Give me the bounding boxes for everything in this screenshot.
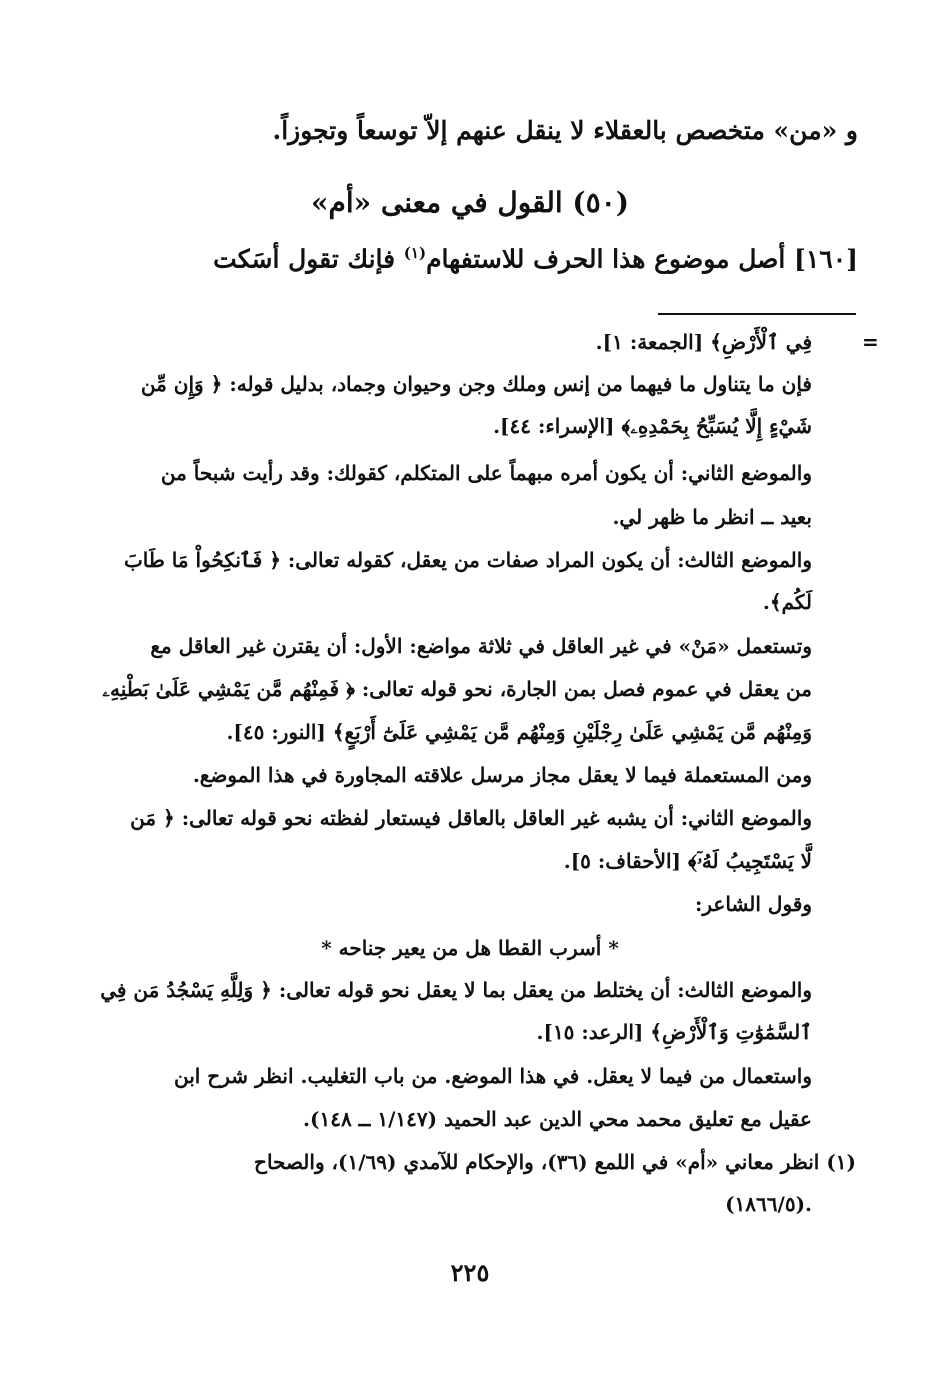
footnote-line: والموضع الثاني: أن يشبه غير العاقل بالعاقل فيستعار لفظته نحو قوله تعالى: ﴿ مَن (130, 806, 812, 830)
footnote-line: وقول الشاعر: (695, 892, 812, 916)
poetry-verse: * أسرب القطا هل من يعير جناحه * (321, 936, 619, 960)
page-number: ٢٢٥ (450, 1258, 490, 1287)
footnote-line: وتستعمل «مَنْ» في غير العاقل في ثلاثة مواضع: الأول: أن يقترن غير العاقل مع (150, 634, 812, 658)
footnote-line: من يعقل في عموم فصل بمن الجارة، نحو قوله تعالى: ﴿ فَمِنْهُم مَّن يَمْشِي عَلَىٰ بَطْنِهِۦ (102, 677, 812, 701)
footnote-line: بعيد ــ انظر ما ظهر لي. (612, 505, 812, 529)
text-line-1: و «من» متخصص بالعقلاء لا ينقل عنهم إلاّ توسعاً وتجوزاً. (272, 116, 858, 145)
footnote-ref: (١) (403, 244, 427, 262)
paragraph-end: فإنك تقول أسَكت (213, 244, 404, 274)
paragraph-160 (213, 244, 858, 273)
paragraph-start: [١٦٠] أصل موضوع هذا الحرف للاستفهام (426, 244, 858, 274)
footnote-line: واستعمال من فيما لا يعقل. في هذا الموضع. من باب التغليب. انظر شرح ابن (174, 1064, 812, 1088)
footnote-line: ومن المستعملة فيما لا يعقل مجاز مرسل علاقته المجاورة في هذا الموضع. (192, 763, 812, 787)
footnote-separator (658, 313, 856, 315)
footnote-line: فإن ما يتناول ما فيهما من إنس وملك وجن وحيوان وجماد، بدليل قوله: ﴿ وَإِن مِّن (140, 372, 812, 396)
footnote-line: لَّا يَسْتَجِيبُ لَهُۥٓ﴾ [الأحقاف: ٥]. (563, 849, 812, 873)
footnote-line: والموضع الثالث: أن يختلط من يعقل بما لا يعقل نحو قوله تعالى: ﴿ وَلِلَّهِ يَسْجُدُ مَن فِي (100, 978, 812, 1002)
footnote-1: (١) انظر معاني «أم» في اللمع (٣٦)، والإحكام للآمدي (١/٦٩)، والصحاح (254, 1150, 856, 1174)
footnote-line: ٱلسَّمَٰوَٰتِ وَٱلْأَرْضِ﴾ [الرعد: ١٥]. (536, 1020, 812, 1044)
footnote-line: فِي ٱلْأَرْضِ﴾ [الجمعة: ١]. (595, 330, 812, 354)
footnote-line: وَمِنْهُم مَّن يَمْشِي عَلَىٰ رِجْلَيْنِ وَمِنْهُم مَّن يَمْشِي عَلَىٰٓ أَرْبَعٍ﴾ [النور: ٤٥]. (226, 720, 812, 744)
footnote-line: لَكُم﴾. (762, 590, 812, 614)
footnote-line: (١٨٦٦/٥). (725, 1192, 812, 1216)
footnote-line: والموضع الثاني: أن يكون أمره مبهماً على المتكلم، كقولك: وقد رأيت شبحاً من (160, 461, 812, 485)
section-heading: (٥٠) القول في معنى «أم» (311, 186, 629, 219)
footnote-line: شَيْءٍ إِلَّا يُسَبِّحُ بِحَمْدِهِۦ﴾ [الإسراء: ٤٤]. (493, 414, 812, 438)
footnote-line: عقيل مع تعليق محمد محي الدين عبد الحميد (١/١٤٧ ــ ١٤٨). (303, 1107, 812, 1131)
footnote-line: والموضع الثالث: أن يكون المراد صفات من يعقل، كقوله تعالى: ﴿ فَٱنكِحُواْ مَا طَابَ (123, 548, 812, 572)
continuation-marker: = (862, 330, 879, 354)
